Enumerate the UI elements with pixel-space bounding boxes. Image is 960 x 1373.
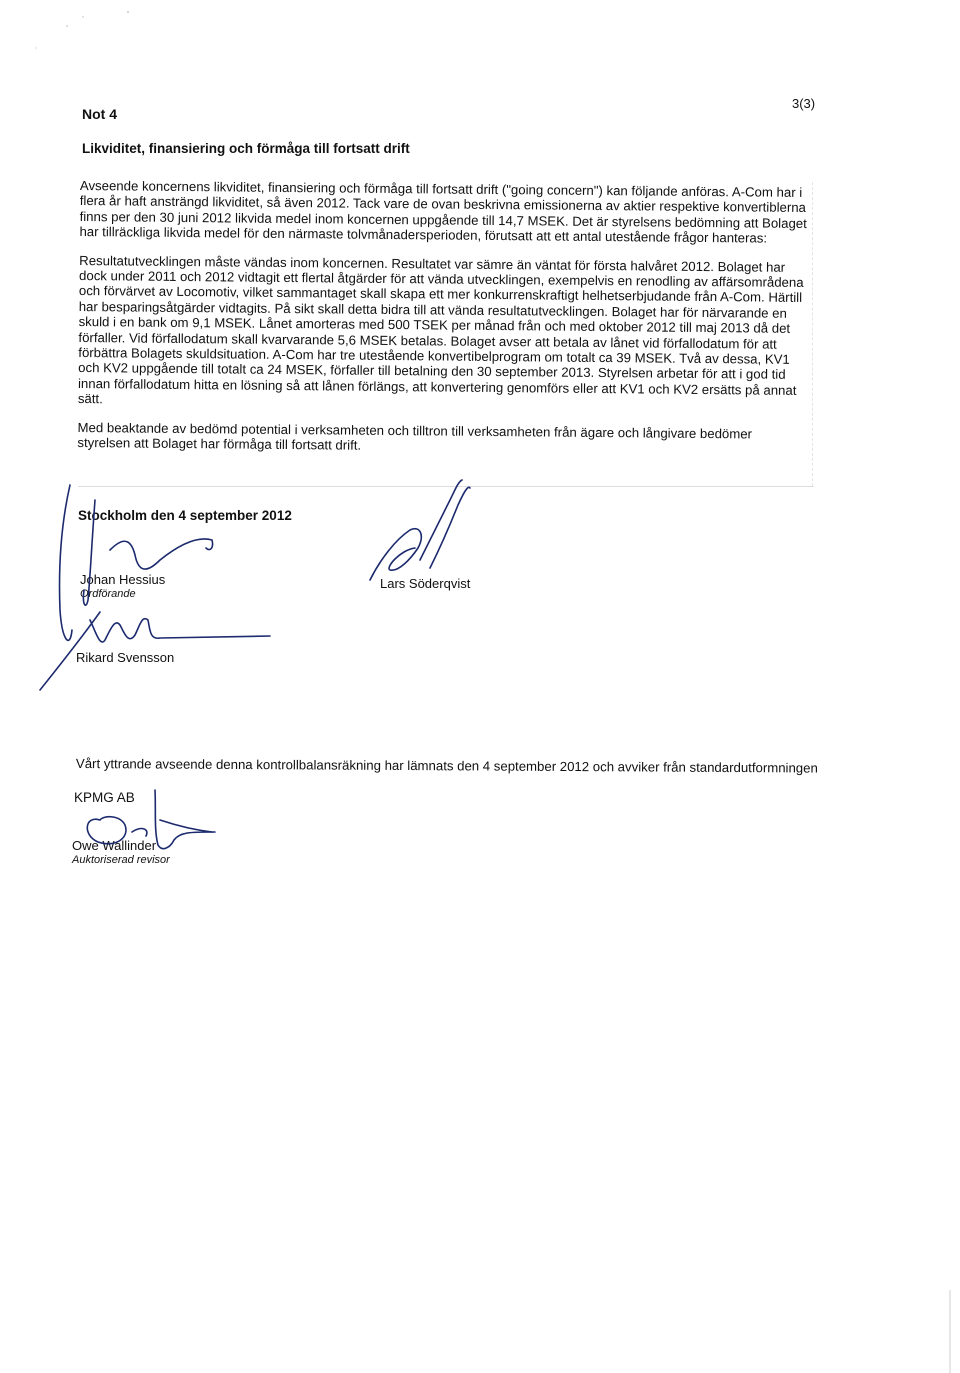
auditor-firm: KPMG AB [74, 790, 135, 805]
auditor-role: Auktoriserad revisor [72, 854, 170, 866]
section-title: Likviditet, finansiering och förmåga till fortsatt drift [82, 141, 410, 156]
paragraph-conclusion: Med beaktande av bedömd potential i verksamheten och tilltron till verksamheten från ägare och långivare bedömer styrelsen att Bolaget har förmåga till fortsatt drift. [77, 419, 753, 453]
auditor-statement: Vårt yttrande avseende denna kontrollbalansräkning har lämnats den 4 september 2012 och avviker från standardutformningen [75, 756, 818, 776]
auditor-name: Owe Wallinder [72, 838, 157, 853]
signatory-name: Rikard Svensson [76, 650, 175, 665]
place-date: Stockholm den 4 september 2012 [78, 508, 292, 523]
paragraph-liquidity: Avseende koncernens likviditet, finansiering och förmåga till fortsatt drift ("going concern") kan följande anföras. A-Com har i flera år haft ansträngd likviditet, så även 2012. Tack vare de ovan beskrivna emissionerna av aktier respektive konvertiblerna finns per den 30 juni 2012 likvida medel inom koncernen uppgående till 14,7 MSEK. Det är styrelsens bedömning att Bolaget har tillräckliga likvida medel för den närmaste tolvmånadersperioden, förutsatt att ett antal utestående frågor hanteras: [79, 178, 807, 246]
paragraph-measures: Resultatutvecklingen måste vändas inom koncernen. Resultatet var sämre än väntat för första halvåret 2012. Bolaget har dock under 2011 och 2012 vidtagit ett flertal åtgärder för att vända utvecklingen, exempelvis en renodling av affärsområdena och förvärvet av Locomotiv, vilket sammantaget skall skapa ett mer konkurrenskraftigt helhetserbjudande från A-Com. Härtill har besparingsåtgärder vidtagits. På sikt skall detta bidra till att vända resultatutvecklingen. Bolaget har för närvarande en skuld i en bank om 9,1 MSEK. Lånet amorteras med 500 TSEK per månad från och med oktober 2012 till maj 2013 då det förfaller. Vid förfallodatum skall kvarvarande 5,6 MSEK betalas. Bolaget avser att betala av lånet vid förfallodatum för att förbättra Bolagets skuldsituation. A-Com har tre utestående konvertibelprogram om totalt ca 39 MSEK. Två av dessa, KV1 och KV2 uppgående till totalt ca 24 MSEK, förfaller till betalning den 30 september 2013. Styrelsen arbetar för att i god tid innan förfallodatum hitta en lösning så att lånen förlängs, att konvertering genomförs eller att KV1 och KV2 ersätts på annat sätt. [77, 252, 804, 407]
signatory-role: Ordförande [80, 588, 136, 600]
signatory-name: Johan Hessius [80, 572, 166, 587]
note-title: Not 4 [82, 106, 117, 122]
signatory-name: Lars Söderqvist [380, 576, 471, 591]
page-number: 3(3) [792, 96, 816, 111]
